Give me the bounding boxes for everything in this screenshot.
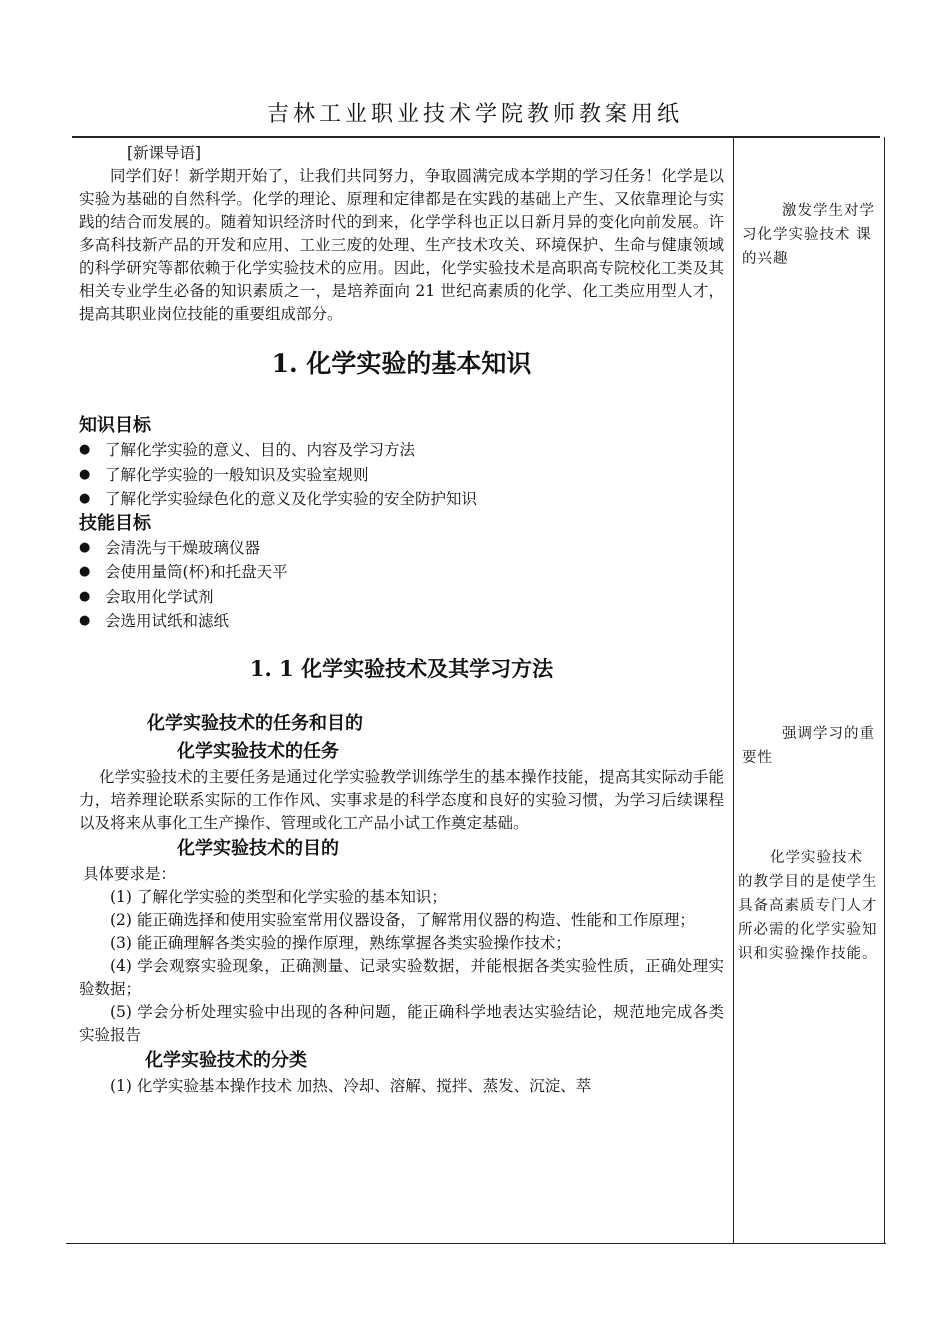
- purpose-lead: 具体要求是：: [83, 864, 177, 883]
- header-rule: [72, 136, 880, 138]
- classification-item: (1) 化学实验基本操作技术 加热、冷却、溶解、搅拌、蒸发、沉淀、萃: [110, 1076, 592, 1095]
- bullet-icon: ●: [79, 539, 91, 555]
- bullet-icon: ●: [79, 564, 91, 579]
- requirement-item: (1) 了解化学实验的类型和化学实验的基本知识；: [110, 887, 447, 906]
- knowledge-goals-title: 知识目标: [79, 415, 151, 436]
- column-divider: [733, 137, 734, 1244]
- task-title: 化学实验技术的任务: [177, 740, 339, 762]
- list-item: ● 了解化学实验的意义、目的、内容及学习方法: [79, 438, 724, 463]
- requirement-item: (5) 学会分析处理实验中出现的各种问题，能正确科学地表达实验结论，规范地完成各类实验报告: [79, 1002, 724, 1044]
- purpose-title: 化学实验技术的目的: [177, 837, 339, 859]
- chapter-title: 1. 化学实验的基本知识: [271, 349, 532, 378]
- side-note-importance: 强调学习的重要性: [742, 726, 875, 766]
- side-note-motivation: 激发学生对学习化学实验技术 课的兴趣: [742, 203, 875, 267]
- classification-title: 化学实验技术的分类: [145, 1049, 307, 1071]
- section-title: 1. 1 化学实验技术及其学习方法: [249, 655, 554, 681]
- list-item: ● 会清洗与干燥玻璃仪器: [79, 536, 724, 561]
- skill-goals-title: 技能目标: [79, 512, 151, 534]
- page-title: 吉林工业职业技术学院教师教案用纸: [266, 102, 683, 127]
- intro-paragraph: 同学们好！新学期开始了，让我们共同努力，争取圆满完成本学期的学习任务！化学是以实验为基础的自然科学。化学的理论、原理和定律都是在实践的基础上产生、又依靠理论与实践的结合而发展的。随着知识经济时代的到来，化学学科也正以日新月异的变化向前发展。许多高科技新产品的开发和应用、工业三废的处理、生产技术攻关、环境保护、生命与健康领域的科学研究等都依赖于化学实验技术的应用。因此，化学实验技术是高职高专院校化工类及其相关专业学生必备的知识素质之一，是培养面向 21 世纪高素质的化学、化工类应用型人才，提高其职业岗位技能的重要组成部分。: [79, 167, 724, 323]
- bullet-icon: ●: [79, 466, 91, 482]
- bullet-icon: ●: [79, 491, 91, 506]
- list-item: ● 会选用试纸和滤纸: [79, 609, 724, 634]
- requirement-item: (4) 学会观察实验现象，正确测量、记录实验数据，并能根据各类实验性质，正确处理实验数据；: [79, 956, 724, 998]
- bottom-rule: [66, 1243, 886, 1244]
- bullet-icon: ●: [79, 588, 91, 604]
- intro-label: [新课导语]: [127, 144, 202, 162]
- list-item: ● 了解化学实验绿色化的意义及化学实验的安全防护知识: [79, 487, 724, 512]
- bullet-icon: ●: [79, 613, 91, 628]
- right-border: [884, 137, 885, 1244]
- bullet-icon: ●: [79, 442, 91, 457]
- list-item: ● 会使用量筒(杯)和托盘天平: [79, 560, 724, 585]
- requirement-item: (2) 能正确选择和使用实验室常用仪器设备，了解常用仪器的构造、性能和工作原理；: [110, 910, 695, 929]
- list-item: ● 了解化学实验的一般知识及实验室规则: [79, 463, 724, 488]
- side-note-purpose: 化学实验技术的教学目的是使学生具备高素质专门人才所必需的化学实验知识和实验操作技能。: [738, 850, 878, 962]
- requirement-item: (3) 能正确理解各类实验的操作原理，熟练掌握各类实验操作技术；: [110, 933, 571, 952]
- task-paragraph: 化学实验技术的主要任务是通过化学实验教学训练学生的基本操作技能，提高其实际动手能力，培养理论联系实际的工作作风、实事求是的科学态度和良好的实验习惯，为学习后续课程以及将来从事化工生产操作、管理或化工产品小试工作奠定基础。: [79, 767, 724, 832]
- section-subtitle: 化学实验技术的任务和目的: [147, 712, 363, 734]
- list-item: ● 会取用化学试剂: [79, 585, 724, 610]
- main-column: [79, 142, 724, 1098]
